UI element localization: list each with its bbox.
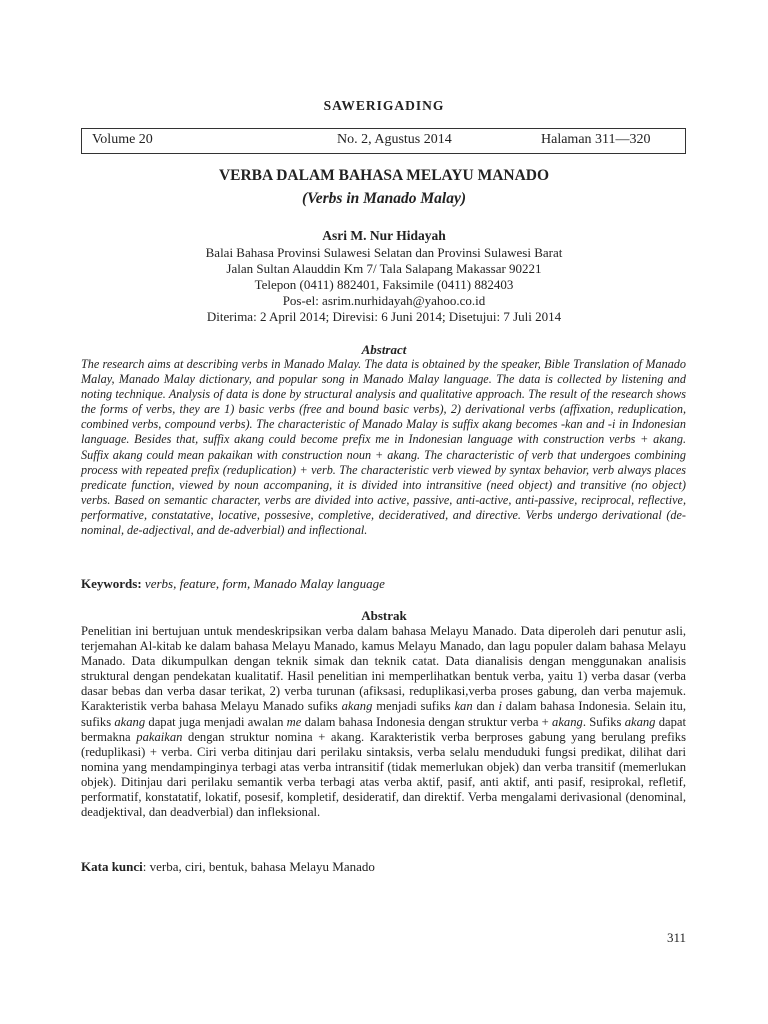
abstrak-heading: Abstrak [361, 608, 407, 623]
paper-subtitle: (Verbs in Manado Malay) [301, 190, 467, 207]
author-phone: Telepon (0411) 882401, Faksimile (0411) 882403 [254, 277, 514, 292]
keywords-line [81, 576, 686, 592]
abstract-heading: Abstract [361, 342, 407, 357]
kata-kunci-value: : verba, ciri, bentuk, bahasa Melayu Manado [142, 859, 375, 874]
author-affiliation: Balai Bahasa Provinsi Sulawesi Selatan dan Provinsi Sulawesi Barat [205, 245, 563, 260]
keywords-label: Keywords: [81, 576, 142, 591]
author-email[interactable]: Pos-el: asrim.nurhidayah@yahoo.co.id [282, 293, 486, 308]
author-name: Asri M. Nur Hidayah [322, 228, 446, 243]
submission-dates: Diterima: 2 April 2014; Direvisi: 6 Juni 2014; Disetujui: 7 Juli 2014 [206, 309, 562, 324]
keywords-value: verbs, feature, form, Manado Malay language [141, 576, 385, 591]
issue-info-box [81, 128, 686, 154]
volume-label: Volume 20 [92, 132, 153, 147]
author-address: Jalan Sultan Alauddin Km 7/ Tala Salapang Makassar 90221 [226, 261, 542, 276]
journal-name: SAWERIGADING [323, 98, 445, 113]
page-number: 311 [666, 930, 686, 945]
kata-kunci-line [81, 859, 686, 875]
kata-kunci-label: Kata kunci [81, 859, 143, 874]
pages-label: Halaman 311—320 [541, 132, 651, 147]
abstrak-text: Penelitian ini bertujuan untuk mendeskripsikan verba dalam bahasa Melayu Manado. Data diperoleh dari penutur asli, terjemahan Al-kitab ke dalam bahasa Melayu Manado, kamus Melayu Manado, dan lagu populer dalam bahasa Melayu Manado. Data dikumpulkan dengan teknik simak dan teknik catat. Data dianalisis dengan menggunakan analisis struktural dengan pendekatan kualitatif. Hasil penelitian ini memperlihatkan bentuk verba, yaitu 1) verba dasar (verba dasar bebas dan verba dasar terikat, 2) verba turunan (afiksasi, reduplikasi,verba proses gabung, dan verba majemuk. Karakteristik verba bahasa Melayu Manado sufiks akang menjadi sufiks kan dan i dalam bahasa Indonesia. Selain itu, sufiks akang dapat juga menjadi awalan me dalam bahasa Indonesia dengan struktur verba + akang. Sufiks akang dapat bermakna pakaikan dengan struktur nomina + akang. Karakteristik verba berproses gabung yang berulang prefiks (reduplikasi) + verba. Ciri verba ditinjau dari perilaku sintaksis, verba selalu menduduki fungsi predikat, dilihat dari nomina yang mendampinginya terbagi atas verba intransitif (tidak memerlukan objek) dan verba transitif (memerlukan objek). Ditinjau dari perilaku semantik verba terbagi atas verba aktif, pasif, anti aktif, anti pasif, resiprokal, refletif, performatif, konstatatif, lokatif, posesif, kompletif, desideratif, dan direktif. Verba mengalami derivasional (denominal, deadjektival, dan deadverbial) dan infleksional. [81, 624, 687, 820]
paper-title: VERBA DALAM BAHASA MELAYU MANADO [218, 167, 550, 184]
abstract-text: The research aims at describing verbs in Manado Malay. The data is obtained by the speaker, Bible Translation of Manado Malay, Manado Malay dictionary, and popular song in Manado Malay language. The data is collected by listening and noting technique. Analysis of data is done by structural analysis and qualitative approach. The result of the research shows the forms of verbs, they are 1) basic verbs (free and bound basic verbs), 2) derivational verbs (affixation, reduplication, combined verbs, compound verbs). The characteristic of Manado Malay is suffix akang becomes -kan and -i in Indonesian language. Besides that, suffix akang could become prefix me in Indonesian language with construction verbs + akang. Suffix akang could mean pakaikan with construction noun + akang. The characteristic of verb that undergoes combining process with repeated prefix (reduplication) + verb. The characteristic verb viewed by syntax behavior, verb always places predicate function, viewed by noun accompaning, it is divided into intransitive (need object) and transitive (no object) verbs. Based on semantic character, verbs are divided into active, passive, anti-active, anti-passive, reciprocal, reflective, performative, constatative, locative, possesive, completive, decideratived, and directive. Verbs undergo derivational (de-nominal, de-adjectival, and de-adverbial) and inflectional. [81, 357, 686, 538]
issue-label: No. 2, Agustus 2014 [337, 132, 452, 147]
